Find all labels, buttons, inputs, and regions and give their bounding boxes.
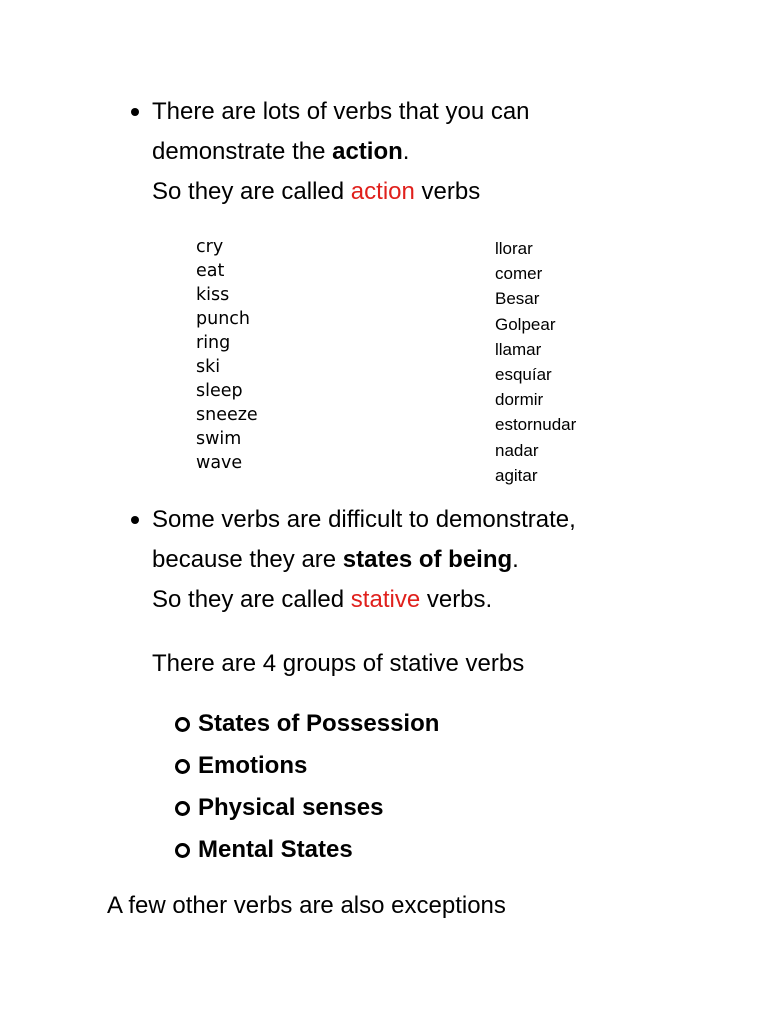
hollow-circle-icon xyxy=(175,759,190,774)
english-verb: ski xyxy=(196,357,221,377)
group-label: Emotions xyxy=(198,752,308,779)
spanish-verb: estornudar xyxy=(495,415,577,435)
spanish-verb: Besar xyxy=(495,289,540,309)
stative-red-word: stative xyxy=(350,586,421,613)
english-verb: wave xyxy=(196,453,243,473)
action-bold-word: action xyxy=(332,138,403,165)
spanish-verb-list xyxy=(495,236,576,488)
stative-group-item xyxy=(175,703,439,745)
intro-line-3-suffix: verbs xyxy=(414,178,481,205)
english-verb: punch xyxy=(196,309,251,329)
bullet-dot-icon xyxy=(131,516,139,524)
english-verb: eat xyxy=(196,261,225,281)
group-label: Physical senses xyxy=(198,794,384,821)
english-verb: sleep xyxy=(196,381,243,401)
english-verb: cry xyxy=(196,237,224,257)
closing-line: A few other verbs are also exceptions xyxy=(107,892,506,919)
spanish-verb: agitar xyxy=(495,465,538,485)
stative-line-3-suffix: verbs. xyxy=(420,586,493,613)
stative-line-2 xyxy=(152,540,576,580)
spanish-verb: dormir xyxy=(495,390,544,410)
intro-line-3 xyxy=(152,172,530,212)
english-verb: sneeze xyxy=(196,405,258,425)
hollow-circle-icon xyxy=(175,801,190,816)
stative-line-2-period: . xyxy=(512,546,519,573)
hollow-circle-icon xyxy=(175,717,190,732)
group-label: Mental States xyxy=(198,836,353,863)
stative-line-2-text: because they are xyxy=(152,546,343,573)
spanish-verb: nadar xyxy=(495,440,539,460)
action-verbs-paragraph xyxy=(152,92,530,212)
group-label: States of Possession xyxy=(198,710,440,737)
stative-group-item xyxy=(175,829,439,871)
english-verb: ring xyxy=(196,333,231,353)
groups-intro: There are 4 groups of stative verbs xyxy=(152,650,525,677)
intro-line-2-period: . xyxy=(402,138,410,165)
states-of-being-bold: states of being xyxy=(342,546,513,573)
intro-line-3-text: So they are called xyxy=(152,178,351,205)
action-red-word: action xyxy=(350,178,415,205)
stative-line-1: Some verbs are difficult to demonstrate, xyxy=(152,506,576,533)
english-verb-list xyxy=(196,235,258,475)
spanish-verb: Golpear xyxy=(495,314,556,334)
stative-line-3-text: So they are called xyxy=(152,586,351,613)
bullet-dot-icon xyxy=(131,108,139,116)
intro-line-2-text: demonstrate the xyxy=(152,138,333,165)
spanish-verb: esquíar xyxy=(495,365,552,385)
spanish-verb: comer xyxy=(495,264,543,284)
english-verb: kiss xyxy=(196,285,230,305)
stative-group-item xyxy=(175,787,439,829)
spanish-verb: llamar xyxy=(495,339,542,359)
stative-verbs-paragraph xyxy=(152,500,576,620)
intro-line-1: There are lots of verbs that you can xyxy=(152,98,530,125)
spanish-verb: llorar xyxy=(495,239,533,258)
english-verb: swim xyxy=(196,429,242,449)
intro-line-2 xyxy=(152,132,530,172)
stative-groups-list xyxy=(175,703,439,871)
stative-line-3 xyxy=(152,580,576,620)
stative-group-item xyxy=(175,745,439,787)
hollow-circle-icon xyxy=(175,843,190,858)
